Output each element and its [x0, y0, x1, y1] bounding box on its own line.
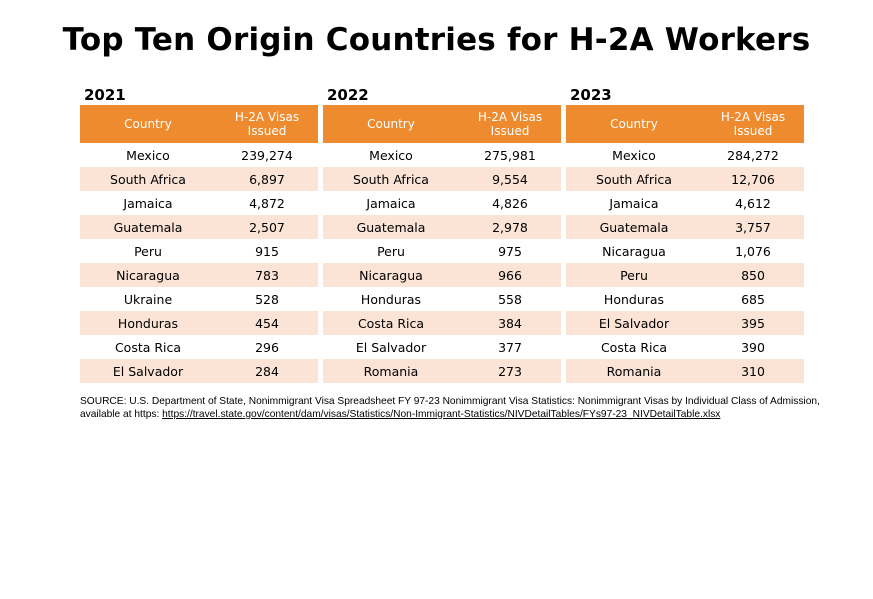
table-row	[566, 263, 804, 287]
table-row	[566, 239, 804, 263]
table-row	[323, 311, 561, 335]
table-row	[80, 287, 318, 311]
country-cell: South Africa	[323, 167, 459, 191]
header-visas: H-2A Visas Issued	[459, 105, 561, 143]
visas-cell: 528	[255, 291, 279, 307]
visas-cell: 4,826	[492, 195, 528, 211]
visas-cell: 384	[459, 311, 561, 335]
country-cell: Honduras	[80, 311, 216, 335]
table-2022	[323, 85, 561, 383]
country-cell: Romania	[566, 359, 702, 383]
table-row	[566, 311, 804, 335]
country-cell: Mexico	[612, 147, 656, 163]
table-row	[80, 263, 318, 287]
visas-cell: 395	[702, 311, 804, 335]
visas-cell: 966	[459, 263, 561, 287]
visa-table	[323, 105, 561, 383]
year-label: 2021	[84, 86, 126, 104]
table-row	[323, 263, 561, 287]
country-cell: Mexico	[126, 147, 170, 163]
country-cell: South Africa	[566, 167, 702, 191]
visas-cell: 685	[741, 291, 765, 307]
visas-cell: 3,757	[702, 215, 804, 239]
country-cell: Costa Rica	[600, 339, 668, 355]
year-label: 2023	[570, 86, 612, 104]
header-country: Country	[566, 105, 702, 143]
visas-cell: 12,706	[702, 167, 804, 191]
table-row	[323, 167, 561, 191]
visas-cell: 377	[498, 339, 522, 355]
country-cell: Jamaica	[609, 195, 659, 211]
table-row	[323, 143, 561, 167]
visas-cell: 850	[702, 263, 804, 287]
country-cell: Peru	[566, 263, 702, 287]
table-row	[566, 191, 804, 215]
visas-cell: 9,554	[459, 167, 561, 191]
visas-cell: 2,978	[459, 215, 561, 239]
source-note	[80, 395, 820, 421]
visas-cell: 275,981	[484, 147, 536, 163]
visas-cell: 296	[255, 339, 279, 355]
visas-cell: 783	[216, 263, 318, 287]
country-cell: Nicaragua	[323, 263, 459, 287]
table-row	[323, 335, 561, 359]
table-2023	[566, 85, 804, 383]
visas-cell: 390	[741, 339, 765, 355]
visas-cell: 239,274	[241, 147, 293, 163]
table-row	[323, 287, 561, 311]
table-row	[80, 215, 318, 239]
country-cell: Mexico	[369, 147, 413, 163]
country-cell: Nicaragua	[602, 243, 666, 259]
visas-cell: 284	[216, 359, 318, 383]
country-cell: Peru	[377, 243, 405, 259]
visas-cell: 2,507	[216, 215, 318, 239]
table-row	[80, 359, 318, 383]
table-row	[566, 215, 804, 239]
country-cell: El Salvador	[566, 311, 702, 335]
visas-cell: 6,897	[216, 167, 318, 191]
country-cell: El Salvador	[355, 339, 427, 355]
country-cell: Guatemala	[80, 215, 216, 239]
table-row	[323, 239, 561, 263]
table-row	[566, 167, 804, 191]
header-country: Country	[323, 105, 459, 143]
year-label: 2022	[327, 86, 369, 104]
visas-cell: 1,076	[735, 243, 771, 259]
table-row	[80, 143, 318, 167]
country-cell: El Salvador	[80, 359, 216, 383]
table-row	[323, 215, 561, 239]
table-row	[323, 191, 561, 215]
country-cell: Jamaica	[366, 195, 416, 211]
country-cell: Honduras	[360, 291, 422, 307]
page-title: Top Ten Origin Countries for H-2A Workers	[62, 22, 811, 58]
header-visas: H-2A Visas Issued	[216, 105, 318, 143]
visa-table	[566, 105, 804, 383]
country-cell: Peru	[134, 243, 162, 259]
visas-cell: 558	[498, 291, 522, 307]
visas-cell: 284,272	[727, 147, 779, 163]
table-row	[566, 287, 804, 311]
table-row	[80, 335, 318, 359]
visas-cell: 4,872	[249, 195, 285, 211]
table-row	[566, 143, 804, 167]
table-2021	[80, 85, 318, 383]
table-row	[566, 335, 804, 359]
table-header-row	[323, 105, 561, 143]
country-cell: Jamaica	[123, 195, 173, 211]
table-row	[80, 191, 318, 215]
table-row	[80, 311, 318, 335]
table-header-row	[80, 105, 318, 143]
table-row	[566, 359, 804, 383]
table-header-row	[566, 105, 804, 143]
visas-cell: 310	[702, 359, 804, 383]
country-cell: Guatemala	[566, 215, 702, 239]
table-row	[323, 359, 561, 383]
country-cell: Honduras	[603, 291, 665, 307]
visa-table	[80, 105, 318, 383]
header-country: Country	[80, 105, 216, 143]
source-link[interactable]: https://travel.state.gov/content/dam/visas/Statistics/Non-Immigrant-Statistics/NIVDetailTables/FYs97-23_NIVDetailTable.xlsx	[162, 409, 721, 420]
visas-cell: 454	[216, 311, 318, 335]
header-visas: H-2A Visas Issued	[702, 105, 804, 143]
table-row	[80, 239, 318, 263]
visas-cell: 915	[255, 243, 279, 259]
source-text: SOURCE: U.S. Department of State, Nonimmigrant Visa Spreadsheet FY 97-23 Nonimmigrant Visa Statistics: Nonimmigrant Visas by Individual Class of Admission, available at https:	[80, 396, 820, 420]
visas-cell: 975	[498, 243, 522, 259]
country-cell: Costa Rica	[114, 339, 182, 355]
visas-cell: 273	[459, 359, 561, 383]
table-row	[80, 167, 318, 191]
country-cell: Romania	[323, 359, 459, 383]
country-cell: Nicaragua	[80, 263, 216, 287]
visas-cell: 4,612	[735, 195, 771, 211]
country-cell: Guatemala	[323, 215, 459, 239]
country-cell: Costa Rica	[323, 311, 459, 335]
country-cell: Ukraine	[123, 291, 173, 307]
country-cell: South Africa	[80, 167, 216, 191]
